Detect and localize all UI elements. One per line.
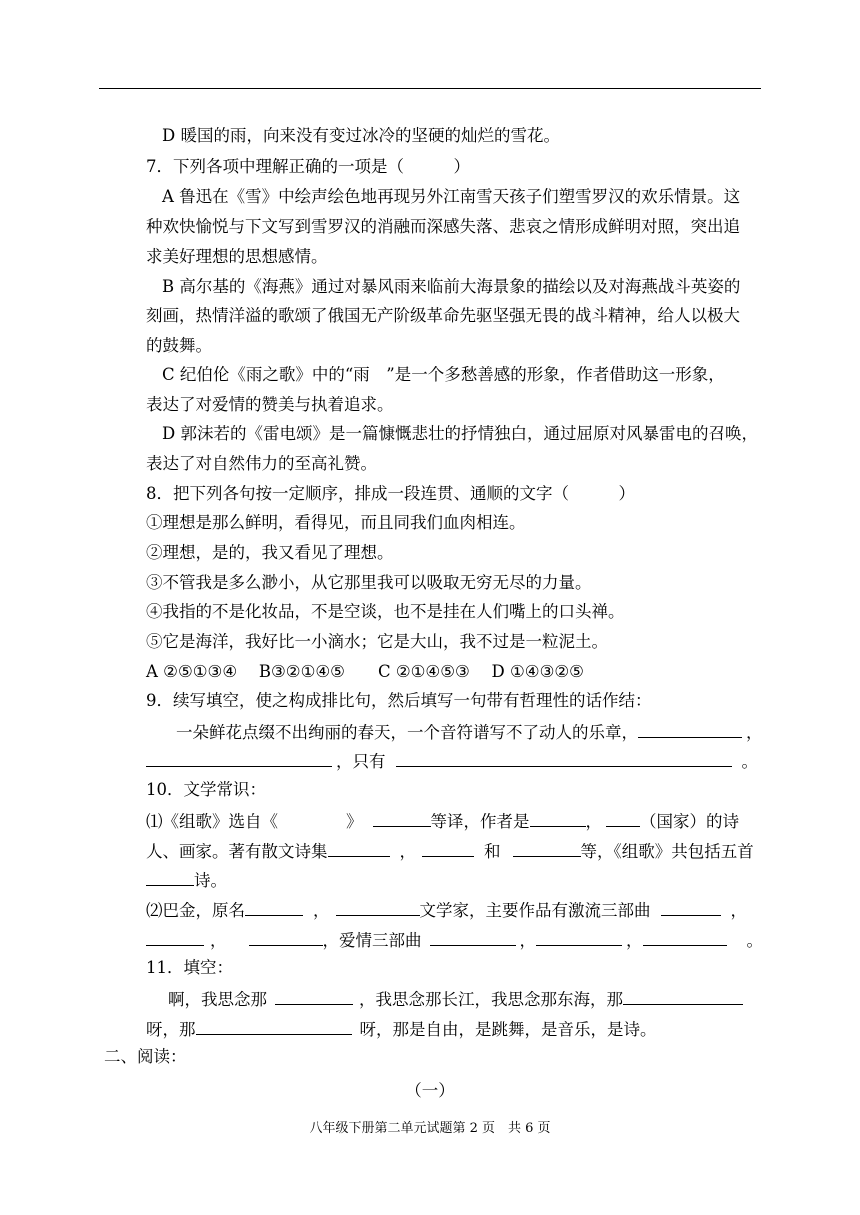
q8-sentence-4: ④我指的不是化妆品，不是空谈，也不是挂在人们嘴上的口头禅。 xyxy=(146,602,625,621)
q7-option-c-2: 表达了对爱情的赞美与执着追求。 xyxy=(146,395,394,414)
q7-option-c-1: C 纪伯伦《雨之歌》中的“雨 ”是一个多愁善感的形象，作者借助这一形象， xyxy=(162,365,725,384)
q9-blank-3[interactable] xyxy=(396,750,732,767)
q11-line-1 xyxy=(168,988,743,1010)
q11-blank-1[interactable] xyxy=(275,988,353,1005)
q11-text-b: ，我思念那长江，我思念那东海，那 xyxy=(359,990,623,1009)
q10-blank-writer-type[interactable] xyxy=(336,899,420,916)
q11-blank-3[interactable] xyxy=(196,1018,352,1035)
q8-options: A ②⑤①③④ B③②①④⑤ C ②①④⑤③ D ①④③②⑤ xyxy=(146,662,584,681)
q9-end: 。 xyxy=(741,752,758,771)
q8-sentence-1: ①理想是那么鲜明，看得见，而且同我们血肉相连。 xyxy=(146,513,526,532)
q10-p2-text-e: ， xyxy=(210,931,227,950)
q10-blank-love-2[interactable] xyxy=(536,929,622,946)
q10-p1-text-d: ， xyxy=(585,812,602,831)
q11-text-c: 呀，那 xyxy=(146,1020,196,1039)
q11-blank-2[interactable] xyxy=(623,988,743,1005)
q10-part-1-line-3 xyxy=(146,869,227,891)
q10-blank-genre[interactable] xyxy=(146,869,194,886)
q10-blank-love-3[interactable] xyxy=(643,929,727,946)
q11-text-d: 呀，那是自由，是跳舞，是音乐，是诗。 xyxy=(359,1020,657,1039)
q10-part-2-line-1 xyxy=(146,899,747,921)
section-2-title: 二、阅读： xyxy=(104,1047,187,1066)
q9-line-1 xyxy=(176,721,763,743)
q9-comma: ， xyxy=(746,723,763,742)
q10-blank-country[interactable] xyxy=(606,810,640,827)
q10-p1-text-i: 等，《组歌》共包括五首 xyxy=(580,842,754,861)
q10-blank-collection-2[interactable] xyxy=(422,840,474,857)
q6-option-d: D 暖国的雨，向来没有变过冰冷的坚硬的灿烂的雪花。 xyxy=(162,126,560,145)
q10-p1-text-b: 》 xyxy=(346,812,363,831)
q7-option-d-1: D 郭沫若的《雷电颂》是一篇慷慨悲壮的抒情独白，通过屈原对风暴雷电的召唤， xyxy=(162,424,758,443)
q10-p1-text-c: 等译，作者是 xyxy=(430,812,530,831)
q10-p2-text-b: ， xyxy=(313,901,330,920)
q7-option-a-3: 求美好理想的思想感情。 xyxy=(146,247,328,266)
q8-sentence-2: ②理想，是的，我又看见了理想。 xyxy=(146,543,394,562)
q10-blank-torrent-2[interactable] xyxy=(146,929,204,946)
q10-p1-text-a: ⑴《组歌》选自《 xyxy=(146,812,278,831)
q11-line-2 xyxy=(146,1018,657,1040)
q10-p2-text-h: ， xyxy=(626,931,643,950)
q7-option-d-2: 表达了对自然伟力的至高礼赞。 xyxy=(146,454,377,473)
q7-option-b-2: 刻画，热情洋溢的歌颂了俄国无产阶级革命先驱坚强无畏的战斗精神，给人以极大 xyxy=(146,306,740,325)
q7-option-b-1: B 高尔基的《海燕》通过对暴风雨来临前大海景象的描绘以及对海燕战斗英姿的 xyxy=(162,277,741,296)
q7-option-a-2: 种欢快愉悦与下文写到雪罗汉的消融而深感失落、悲哀之情形成鲜明对照，突出追 xyxy=(146,217,740,236)
q10-p2-text-i: 。 xyxy=(746,931,763,950)
header-rule xyxy=(99,88,761,89)
page-footer: 八年级下册第二单元试题第 2 页 共 6 页 xyxy=(309,1121,551,1136)
q8-sentence-5: ⑤它是海洋，我好比一小滴水；它是大山，我不过是一粒泥土。 xyxy=(146,632,608,651)
q10-part-2-line-2 xyxy=(146,929,763,951)
q10-p2-text-g: ， xyxy=(519,931,536,950)
q10-blank-translator[interactable] xyxy=(373,810,431,827)
q9-blank-1[interactable] xyxy=(638,721,742,738)
q7-option-a-1: A 鲁迅在《雪》中绘声绘色地再现另外江南雪天孩子们塑雪罗汉的欢乐情景。这 xyxy=(162,187,741,206)
q10-part-1-line-2 xyxy=(146,840,754,862)
q10-blank-torrent-1[interactable] xyxy=(661,899,721,916)
q11-stem: 11．填空： xyxy=(146,958,233,977)
q9-stem: 9．续写填空，使之构成排比句，然后填写一句带有哲理性的话作结： xyxy=(146,691,652,710)
q10-p1-text-e: （国家）的诗 xyxy=(640,812,739,831)
q10-p2-text-d: ， xyxy=(730,901,747,920)
q9-line-1-text: 一朵鲜花点缀不出绚丽的春天，一个音符谱写不了动人的乐章， xyxy=(176,723,638,742)
q9-only: ，只有 xyxy=(336,752,386,771)
q7-option-b-3: 的鼓舞。 xyxy=(146,336,212,355)
q10-p2-text-a: ⑵巴金，原名 xyxy=(146,901,245,920)
q11-text-a: 啊，我思念那 xyxy=(168,990,267,1009)
q10-blank-collection-1[interactable] xyxy=(328,840,390,857)
q10-p1-text-j: 诗。 xyxy=(194,871,227,890)
q10-blank-torrent-3[interactable] xyxy=(249,929,323,946)
q10-blank-collection-3[interactable] xyxy=(513,840,581,857)
q10-blank-original-name[interactable] xyxy=(245,899,303,916)
q10-blank-author[interactable] xyxy=(530,810,586,827)
q9-line-2 xyxy=(146,750,758,772)
q9-blank-2[interactable] xyxy=(146,750,332,767)
q8-stem: 8．把下列各句按一定顺序，排成一段连贯、通顺的文字（ ） xyxy=(146,484,635,503)
q10-stem: 10．文学常识： xyxy=(146,780,266,799)
q10-p1-text-f: 人、画家。著有散文诗集 xyxy=(146,842,328,861)
section-2-subtitle: （一） xyxy=(405,1081,455,1100)
q10-p1-text-g: ， xyxy=(399,842,416,861)
q10-blank-love-1[interactable] xyxy=(430,929,516,946)
q10-p2-text-f: ，爱情三部曲 xyxy=(322,931,422,950)
q8-sentence-3: ③不管我是多么渺小，从它那里我可以吸取无穷无尽的力量。 xyxy=(146,573,592,592)
q10-p1-text-h: 和 xyxy=(484,842,501,861)
q7-stem: 7．下列各项中理解正确的一项是（ ） xyxy=(146,157,470,176)
q10-p2-text-c: 文学家，主要作品有激流三部曲 xyxy=(419,901,651,920)
q10-part-1-line-1 xyxy=(146,810,739,832)
